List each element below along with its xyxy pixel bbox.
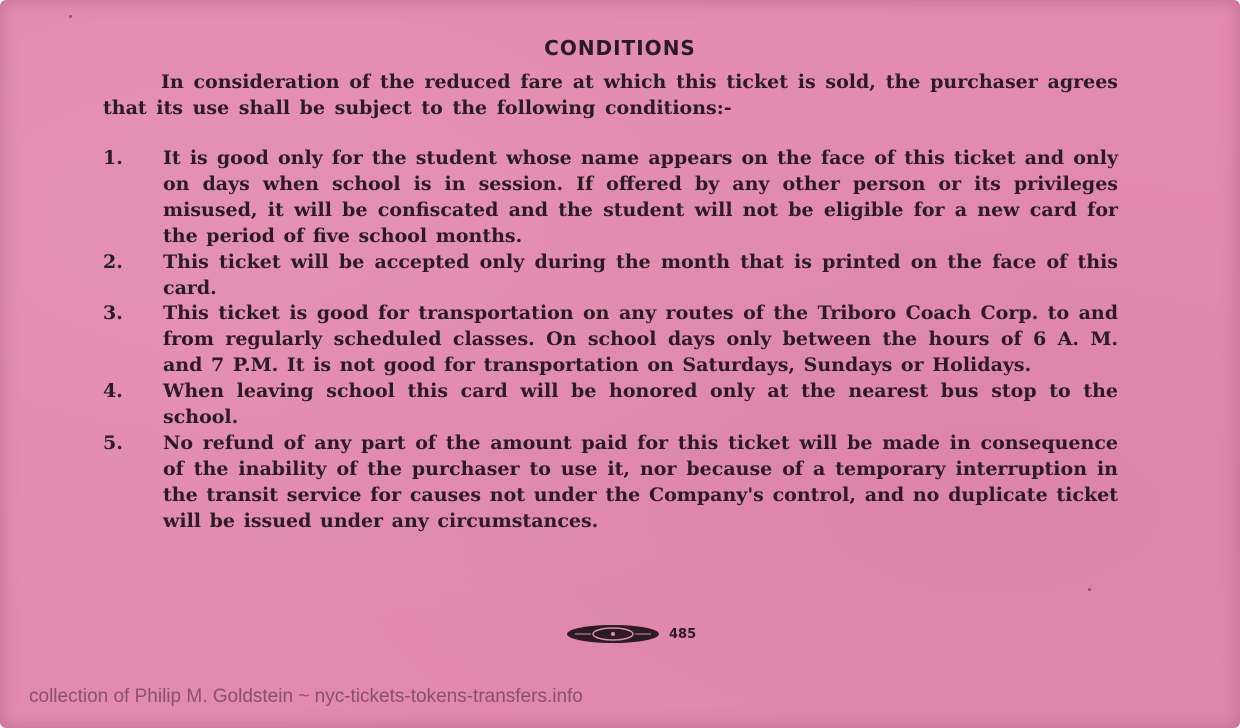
condition-text: It is good only for the student whose name appears on the face of this ticket and only on days when school is in session. If offered by any other person or its privileges misused, it will be confiscated and the student will not be eligible for a new card for the period of five school months. xyxy=(163,147,1118,247)
condition-number: 5. xyxy=(103,431,123,454)
condition-item-2 xyxy=(103,250,1118,302)
condition-text: When leaving school this card will be honored only at the nearest bus stop to the school. xyxy=(163,380,1118,429)
paper-speck xyxy=(69,15,72,18)
intro-paragraph: In consideration of the reduced fare at which this ticket is sold, the purchaser agrees that its use shall be subject to the following conditions:- xyxy=(103,71,1118,119)
condition-text: This ticket is good for transportation on any routes of the Triboro Coach Corp. to and from regularly scheduled classes. On school days only between the hours of 6 A. M. and 7 P.M. It is not good for transportation on Saturdays, Sundays or Holidays. xyxy=(163,302,1118,377)
conditions-list xyxy=(103,146,1118,535)
form-number: 485 xyxy=(669,626,697,642)
collection-watermark: collection of Philip M. Goldstein ~ nyc-tickets-tokens-transfers.info xyxy=(29,686,583,707)
condition-text: This ticket will be accepted only during the month that is printed on the face of this card. xyxy=(163,250,1118,299)
condition-number: 1. xyxy=(103,147,123,169)
paper-speck xyxy=(1088,588,1091,591)
condition-item-1 xyxy=(103,146,1118,250)
condition-number: 2. xyxy=(103,250,123,273)
printer-union-label xyxy=(565,623,696,645)
condition-item-4 xyxy=(103,379,1118,431)
condition-number: 3. xyxy=(103,302,123,325)
condition-text: No refund of any part of the amount paid for this ticket will be made in consequence of the inability of the purchaser to use it, nor because of a temporary interruption in the transit service for causes not under the Company's control, and no duplicate ticket will be issued under any circumstances. xyxy=(163,431,1118,532)
conditions-title: CONDITIONS xyxy=(544,36,696,60)
condition-number: 4. xyxy=(103,380,123,403)
condition-item-5 xyxy=(103,431,1118,535)
condition-item-3 xyxy=(103,301,1118,379)
union-bug-icon xyxy=(565,623,661,645)
